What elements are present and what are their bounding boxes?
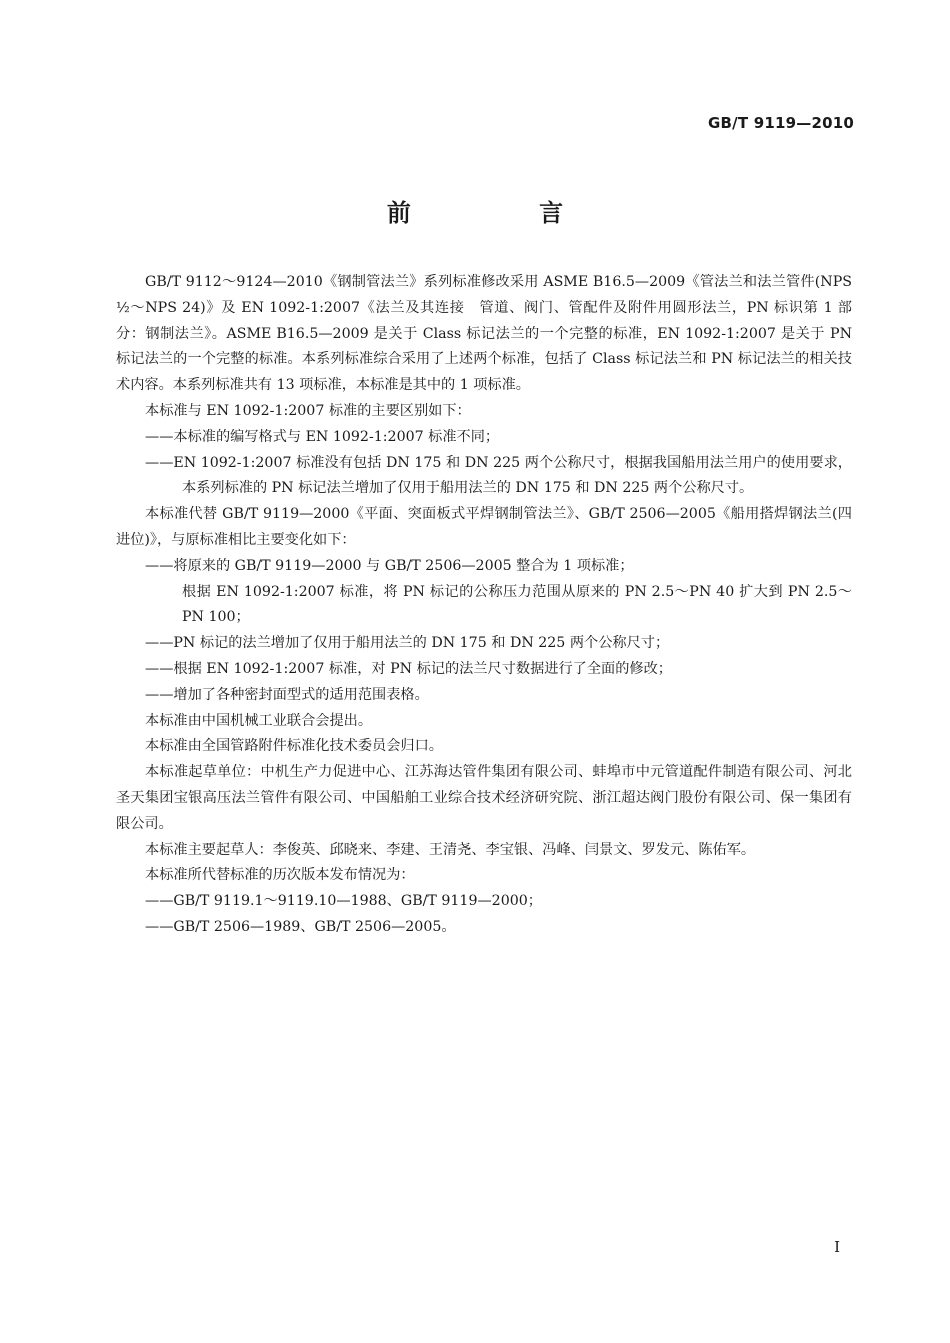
list-item: ——本标准的编写格式与 EN 1092-1:2007 标准不同； [145,428,500,445]
list-item: ——将原来的 GB/T 9119—2000 与 GB/T 2506—2005 整合为 1 项标准； [145,557,634,574]
list-item: ——EN 1092-1:2007 标准没有包括 DN 175 和 DN 225 两个公称尺寸，根据我国船用法兰用户的使用要求，本系列标准的 PN 标记法兰增加了仅用于船用法兰的 DN 175 和 DN 225 两个公称尺寸。 [145,454,852,497]
list-item: ——PN 标记的法兰增加了仅用于船用法兰的 DN 175 和 DN 225 两个公称尺寸； [145,635,670,652]
paragraph-history-lead: 本标准所代替标准的历次版本发布情况为： [145,867,415,884]
list-item-continuation: 根据 EN 1092-1:2007 标准，将 PN 标记的公称压力范围从原来的 PN 2.5～PN 40 扩大到 PN 2.5～PN 100； [182,583,852,626]
standard-code: GB/T 9119—2010 [708,114,854,132]
paragraph-replaces: 本标准代替 GB/T 9119—2000《平面、突面板式平焊钢制管法兰》、GB/T 2506—2005《船用搭焊钢法兰(四进位)》，与原标准相比主要变化如下： [116,506,852,548]
paragraph-drafting-units: 本标准起草单位：中机生产力促进中心、江苏海达管件集团有限公司、蚌埠市中元管道配件制造有限公司、河北圣天集团宝银高压法兰管件有限公司、中国船舶工业综合技术经济研究院、浙江超达阀门股份有限公司、保一集团有限公司。 [116,764,852,832]
paragraph-drafters: 本标准主要起草人：李俊英、邱晓来、李建、王清尧、李宝银、冯峰、闫景文、罗发元、陈佑军。 [145,841,756,858]
paragraph-differences-lead: 本标准与 EN 1092-1:2007 标准的主要区别如下： [145,402,471,419]
list-item: ——根据 EN 1092-1:2007 标准，对 PN 标记的法兰尺寸数据进行了全面的修改； [145,660,672,677]
paragraph-proposer: 本标准由中国机械工业联合会提出。 [145,712,373,729]
list-item: ——GB/T 2506—1989、GB/T 2506—2005。 [145,918,456,935]
list-item: ——增加了各种密封面型式的适用范围表格。 [145,686,429,703]
page-number: I [834,1238,840,1256]
paragraph-committee: 本标准由全国管路附件标准化技术委员会归口。 [145,738,443,755]
paragraph-intro: GB/T 9112～9124—2010《钢制管法兰》系列标准修改采用 ASME B16.5—2009《管法兰和法兰管件(NPS ½～NPS 24)》及 EN 1092-1:2007《法兰及其连接 管道、阀门、管配件及附件用圆形法兰，PN 标识第 1 部分：钢制法兰》。ASME B16.5—2009 是关于 Class 标记法兰的一个完整的标准，EN 1092-1:2007 是关于 PN 标记法兰的一个完整的标准。本系列标准综合采用了上述两个标准，包括了 Class 标记法兰和 PN 标记法兰的相关技术内容。本系列标准共有 13 项标准，本标准是其中的 1 项标准。 [116,274,852,394]
foreword-body [116,270,852,941]
page-title: 前 言 [386,199,624,227]
list-item: ——GB/T 9119.1～9119.10—1988、GB/T 9119—2000； [145,893,542,910]
